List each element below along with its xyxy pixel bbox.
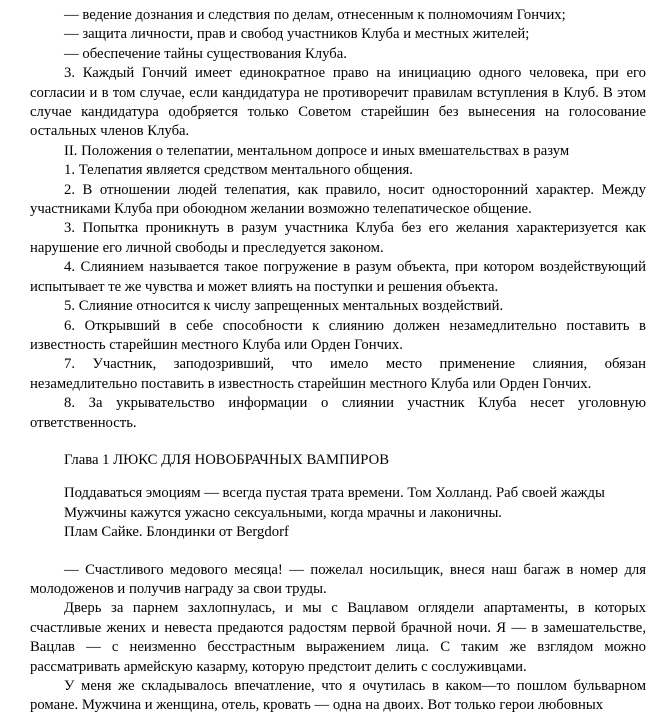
- part-two-item: 7. Участник, заподозривший, что имело место применение слияния, обязан незамедлительно поставить в известность старейшин местного Клуба или Орден Гончих.: [30, 356, 646, 392]
- body-paragraph: — Счастливого медового месяца! — пожелал носильщик, внеся наш багаж в номер для молодоженов и получив награду за свои труды.: [30, 561, 646, 597]
- part-two-item: 3. Попытка проникнуть в разум участника Клуба без его желания характеризуется как нарушение его личной свободы и преследуется законом.: [30, 220, 646, 256]
- part-two-item: 8. За укрывательство информации о слиянии участник Клуба несет уголовную ответственность.: [30, 395, 646, 431]
- part-two-item: 2. В отношении людей телепатия, как правило, носит односторонний характер. Между участниками Клуба при обоюдном желании возможно телепатическое общение.: [30, 181, 646, 218]
- part-two-item: 6. Открывший в себе способности к слиянию должен незамедлительно поставить в известность старейшин местного Клуба или Орден Гончих.: [30, 317, 646, 353]
- body-paragraph: Дверь за парнем захлопнулась, и мы с Вацлавом оглядели апартаменты, в которых счастливые жених и невеста предаются радостям первой брачной ночи. Я — в замешательстве, Вацлав — с неизменно бесстрастным выражением лица. С таким же взглядом можно рассматривать армейскую казарму, которую предстоит делить с сослуживцами.: [30, 600, 646, 675]
- rule-dash-item: — ведение дознания и следствия по делам, отнесенным к полномочиям Гончих;: [64, 7, 566, 23]
- rule-item-3: 3. Каждый Гончий имеет единократное право на инициацию одного человека, при его согласии и в том случае, если кандидатура не противоречит правилам вступления в Клуб. В этом случае кандидатура одобряется только Советом старейшин без вынесения на голосование остальных членов Клуба.: [30, 65, 646, 140]
- part-two-heading: II. Положения о телепатии, ментальном допросе и иных вмешательствах в разум: [64, 142, 570, 159]
- part-two-item: 1. Телепатия является средством ментального общения.: [64, 162, 413, 179]
- epigraph-line: Мужчины кажутся ужасно сексуальными, когда мрачны и лаконичны.: [64, 504, 502, 521]
- spacer: [30, 433, 646, 451]
- epigraph-line: Поддаваться эмоциям — всегда пустая трата времени. Том Холланд. Раб своей жажды: [64, 485, 605, 502]
- body-paragraph: У меня же складывалось впечатление, что я очутилась в каком—то пошлом бульварном романе. Мужчина и женщина, отель, кровать — одна на двоих. Вот только герои любовных: [30, 678, 646, 714]
- rule-dash-item: — защита личности, прав и свобод участников Клуба и местных жителей;: [64, 26, 530, 43]
- part-two-item: 5. Слияние относится к числу запрещенных ментальных воздействий.: [64, 298, 504, 315]
- spacer: [30, 470, 646, 484]
- part-two-item: 4. Слиянием называется такое погружение в разум объекта, при котором воздействующий испытывает те же чувства и может влиять на поступки и решения объекта.: [30, 259, 646, 295]
- rule-dash-item: — обеспечение тайны существования Клуба.: [64, 45, 347, 62]
- epigraph-line: Плам Сайке. Блондинки от Bergdorf: [64, 524, 289, 541]
- chapter-title: Глава 1 ЛЮКС ДЛЯ НОВОБРАЧНЫХ ВАМПИРОВ: [64, 451, 390, 468]
- spacer: [30, 543, 646, 561]
